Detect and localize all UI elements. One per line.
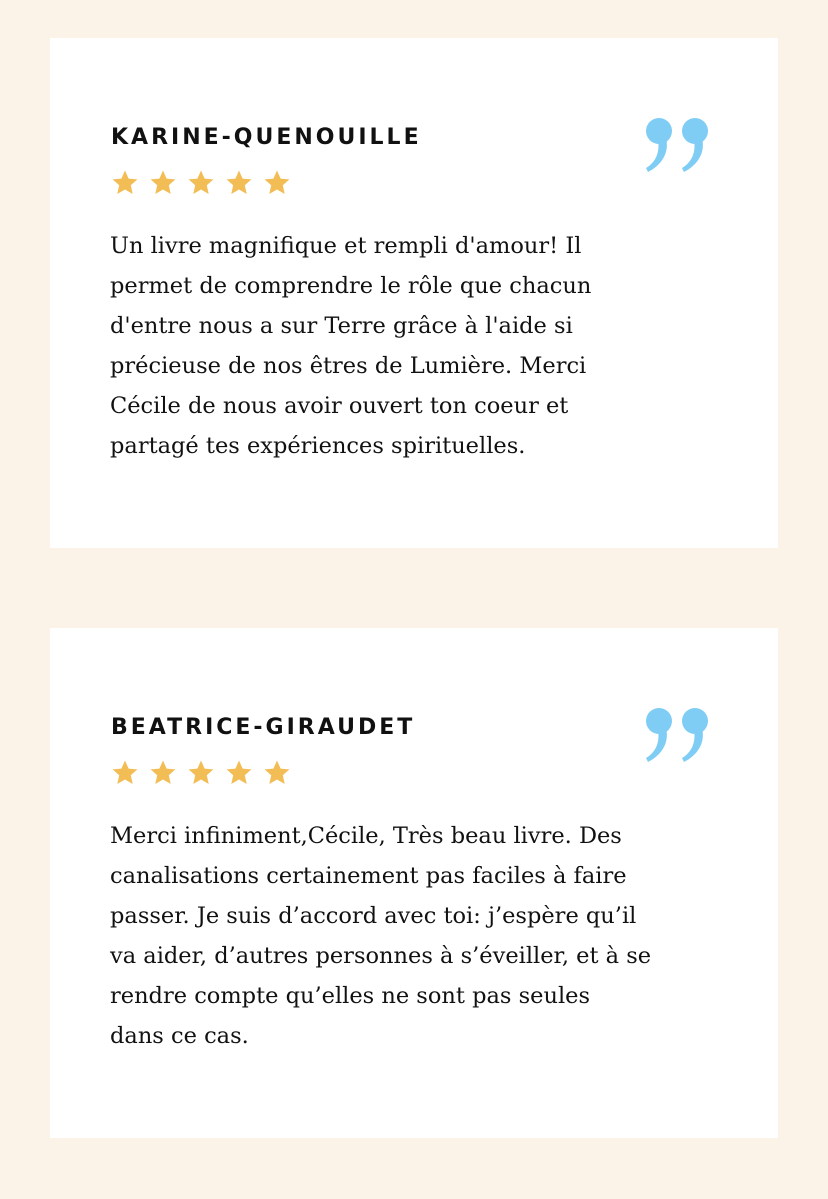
star-icon: [186, 168, 216, 198]
review-text: Merci infiniment,Cécile, Très beau livre. Des canalisations certainement pas faciles à faire passer. Je suis d’accord avec toi: j’espère qu’il va aider, d’autres personnes à s’éveiller, et à se rendre compte qu’elles ne sont pas seules dans ce cas.: [110, 823, 652, 1049]
star-icon: [148, 758, 178, 788]
review-card: [50, 38, 778, 548]
star-icon: [186, 758, 216, 788]
star-icon: [148, 168, 178, 198]
star-icon: [110, 168, 140, 198]
star-icon: [224, 168, 254, 198]
star-icon: [110, 758, 140, 788]
star-icon: [224, 758, 254, 788]
star-rating: [110, 168, 292, 200]
review-author: BEATRICE-GIRAUDET: [111, 715, 416, 740]
review-text: Un livre magnifique et rempli d'amour! Il permet de comprendre le rôle que chacun d'entre nous a sur Terre grâce à l'aide si précieuse de nos êtres de Lumière. Merci Cécile de nous avoir ouvert ton coeur et partagé tes expériences spirituelles.: [110, 233, 592, 459]
review-author: KARINE-QUENOUILLE: [111, 125, 422, 150]
closing-quote-icon: [644, 706, 720, 764]
review-card: [50, 628, 778, 1138]
star-icon: [262, 168, 292, 198]
star-icon: [262, 758, 292, 788]
closing-quote-icon: [644, 116, 720, 174]
star-rating: [110, 758, 292, 790]
